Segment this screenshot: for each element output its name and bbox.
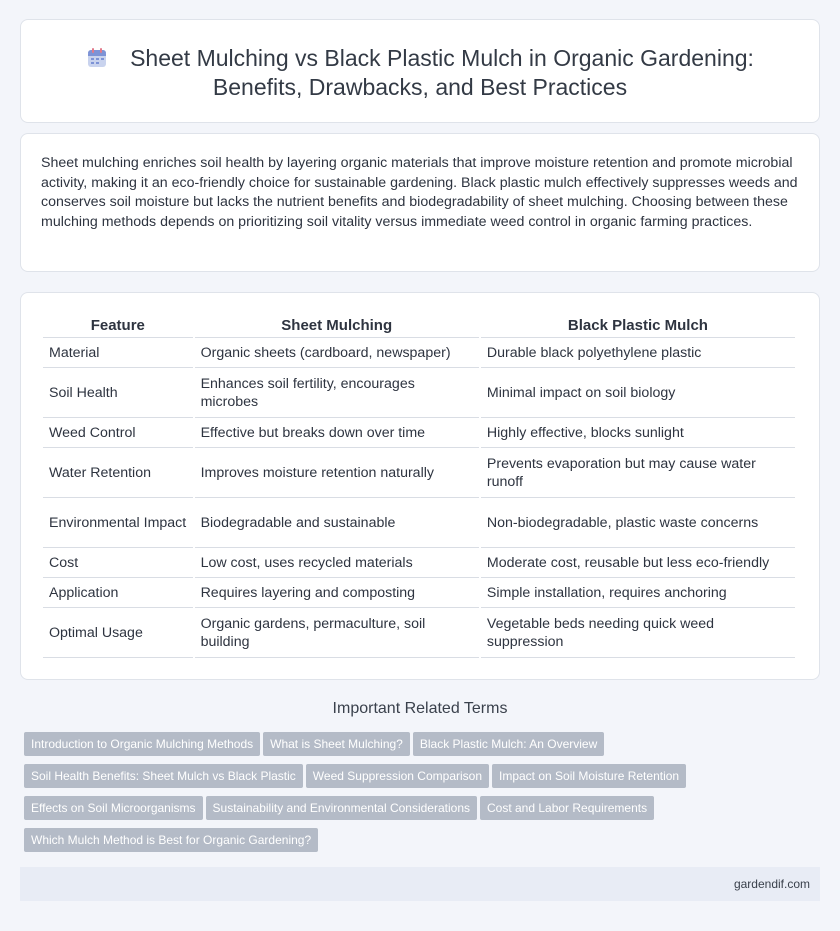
- related-tag[interactable]: Introduction to Organic Mulching Methods: [24, 732, 260, 756]
- black-plastic-cell: Moderate cost, reusable but less eco-friendly: [481, 548, 795, 578]
- table-row: [43, 368, 795, 418]
- sheet-mulching-cell: Organic gardens, permaculture, soil building: [195, 608, 479, 658]
- header-card: [20, 19, 820, 123]
- feature-cell: Optimal Usage: [43, 608, 193, 658]
- feature-cell: Weed Control: [43, 418, 193, 448]
- table-row: [43, 578, 795, 608]
- black-plastic-cell: Simple installation, requires anchoring: [481, 578, 795, 608]
- feature-cell: Environmental Impact: [43, 498, 193, 548]
- related-tag[interactable]: Sustainability and Environmental Considerations: [206, 796, 477, 820]
- table-row: [43, 418, 795, 448]
- table-row: [43, 498, 795, 548]
- related-terms-title: Important Related Terms: [332, 700, 508, 717]
- header-feature: Feature: [43, 316, 193, 338]
- sheet-mulching-cell: Requires layering and composting: [195, 578, 479, 608]
- related-tag[interactable]: Cost and Labor Requirements: [480, 796, 654, 820]
- black-plastic-cell: Vegetable beds needing quick weed suppression: [481, 608, 795, 658]
- sheet-mulching-cell: Enhances soil fertility, encourages microbes: [195, 368, 479, 418]
- black-plastic-cell: Minimal impact on soil biology: [481, 368, 795, 418]
- sheet-mulching-cell: Organic sheets (cardboard, newspaper): [195, 338, 479, 368]
- feature-cell: Soil Health: [43, 368, 193, 418]
- table-row: [43, 548, 795, 578]
- sheet-mulching-cell: Biodegradable and sustainable: [195, 498, 479, 548]
- sheet-mulching-cell: Improves moisture retention naturally: [195, 448, 479, 498]
- feature-cell: Cost: [43, 548, 193, 578]
- table-row: [43, 448, 795, 498]
- comparison-card: [20, 292, 820, 680]
- black-plastic-cell: Prevents evaporation but may cause water runoff: [481, 448, 795, 498]
- header-black-plastic-mulch: Black Plastic Mulch: [481, 316, 795, 338]
- related-tag[interactable]: Soil Health Benefits: Sheet Mulch vs Black Plastic: [24, 764, 303, 788]
- related-tag[interactable]: What is Sheet Mulching?: [263, 732, 410, 756]
- header-sheet-mulching: Sheet Mulching: [195, 316, 479, 338]
- related-tags: [24, 732, 724, 860]
- intro-paragraph: Sheet mulching enriches soil health by layering organic materials that improve moisture retention and promote microbial activity, making it an eco-friendly choice for sustainable gardening. Black plastic mulch effectively suppresses weeds and conserves soil moisture but lacks the nutrient benefits and biodegradability of sheet mulching. Choosing between these mulching methods depends on prioritizing soil vitality versus immediate weed control in organic farming practices.: [41, 155, 798, 230]
- sheet-mulching-cell: Low cost, uses recycled materials: [195, 548, 479, 578]
- related-tag[interactable]: Black Plastic Mulch: An Overview: [413, 732, 604, 756]
- footer: [20, 867, 820, 901]
- related-tag[interactable]: Effects on Soil Microorganisms: [24, 796, 203, 820]
- black-plastic-cell: Highly effective, blocks sunlight: [481, 418, 795, 448]
- intro-card: [20, 133, 820, 272]
- table-row: [43, 338, 795, 368]
- sheet-mulching-cell: Effective but breaks down over time: [195, 418, 479, 448]
- black-plastic-cell: Non-biodegradable, plastic waste concerns: [481, 498, 795, 548]
- footer-site-link[interactable]: gardendif.com: [733, 877, 810, 891]
- feature-cell: Application: [43, 578, 193, 608]
- related-tag[interactable]: Impact on Soil Moisture Retention: [492, 764, 686, 788]
- title-line-2: Benefits, Drawbacks, and Best Practices: [212, 74, 628, 100]
- black-plastic-cell: Durable black polyethylene plastic: [481, 338, 795, 368]
- title-line-1: Sheet Mulching vs Black Plastic Mulch in Organic Gardening:: [130, 45, 754, 71]
- calendar-icon: [86, 47, 108, 69]
- related-tag[interactable]: Which Mulch Method is Best for Organic Gardening?: [24, 828, 318, 852]
- comparison-table: [41, 316, 797, 658]
- table-row: [43, 608, 795, 658]
- page-title: [21, 44, 819, 102]
- feature-cell: Material: [43, 338, 193, 368]
- related-tag[interactable]: Weed Suppression Comparison: [306, 764, 489, 788]
- feature-cell: Water Retention: [43, 448, 193, 498]
